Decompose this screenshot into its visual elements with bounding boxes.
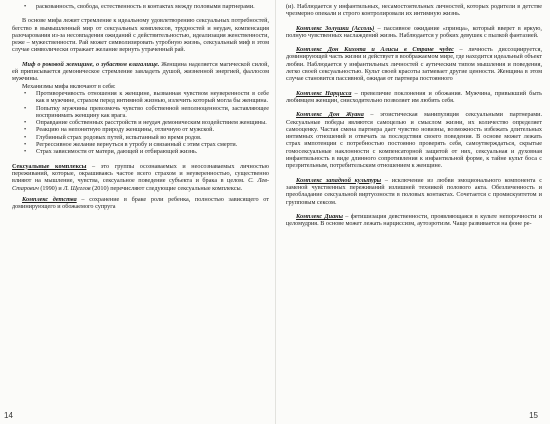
mechanisms-list — [12, 90, 269, 156]
list-item: • Глубинный страх родовых путей, испытанный во время родов. — [12, 134, 269, 141]
complex-title: Комплекс Дон Жуана — [296, 111, 364, 119]
list-item: • Реакцию на непонятную природу женщины, отличную от мужской. — [12, 126, 269, 133]
paragraph-cinderella-complex: Комплекс Золушки (Ассоль) – пассивное ожидание «принца», который вверет в яркую, полную чувственных наслаждений жизнь. Наблюдается у робких девушек с пылкой фантазией. — [286, 24, 542, 39]
paragraph-western-culture-complex: Комплекс западной культуры – исключение из любви эмоционального компонента с заменой чувственных переживаний излишней техникой полового акта. Обезличенность и преобладание сексуальной виртуозности в половых контактах. Сочетается с промискуитетом и групповым сексом. — [286, 176, 542, 206]
paragraph-sexual-complexes: Сексуальные комплексы – это группы осознаваемых и неосознаваемых личностью переживаний, которые, окрашиваясь частое всего страхом и неуверенностью, существенно влияют на мышление, чувства, сексуальное поведение субъекта и брака в целом. С. Лев-Старович (1990) и Л. Щеглов (2010) перечисляют следующие сексуальные комплексы. — [12, 162, 269, 192]
author-name: Л. Щеглов — [63, 184, 91, 192]
complex-title: Комплекс Дон Кихота и Алисы в Стране чудес — [296, 46, 454, 54]
complex-title: Комплекс Дианы — [296, 212, 343, 220]
list-item: • раскованность, свобода, естественность в контактах между половыми партнерами. — [12, 3, 269, 10]
paragraph-childhood-complex: Комплекс детства – сохранение в браке роли ребенка, полностью зависящего от доминирующего и обожаемого супруга — [12, 195, 269, 211]
paragraph-myth-basis: В основе мифа лежит стремление к идеальному удовлетворению сексуальных потребностей, бегство в вымышленный мир от сексуальных комплексов, трудностей и неудач, компенсация разочарования из-за несовпадения ожиданий с действительностью, идеализация женственности, реже – мужественности. Рай может символизировать утробную жизнь, сексуальный миф в этом случае символически отражает желание вернуть утраченный рай. — [12, 17, 269, 54]
paragraph-don-juan-complex: Комплекс Дон Жуана – эгоистическая манипуляция сексуальными партнерами. Сексуальные победы являются самоцелью и смыслом жизни, их количество определяет самооценку. Частая смена партнера дает чувство новизны, возможность избежать длительных интимных отношений и отвечать за последствия своего поведения. В основе может лежать страх импотенции с потребностью постоянно проверять себя, самоутверждаться, скрытые гомосексуальные наклонности с компенсаторной защитой от них, сексуальная и духовная инфантильность в виде длинного сопротивления к инфантильной форме, к тайне культ боса с презрительным, потребительским отношением к женщине. — [286, 111, 542, 170]
complex-title: Комплекс западной культуры — [296, 176, 382, 184]
paragraph-mechanisms-intro: Механизмы мифа включают в себя: — [22, 82, 116, 90]
paragraph-femme-fatale: Миф о роковой женщине, о зубастом влагалище. Женщина наделяется магической силой, ей приписывается демоническое стремление завладеть душой, жизненной энергией, фаллосом мужчины. — [12, 60, 269, 83]
page-number: 14 — [4, 411, 13, 420]
section-heading: Сексуальные комплексы — [12, 162, 87, 170]
list-item: • Страх зависимости от матери, дающей и отбирающей жизнь. — [12, 148, 269, 155]
list-item: • Оправдание собственных расстройств и неудач демоническим воздействием женщины. — [12, 119, 269, 126]
list-item: • Противоречивость отношения к женщине, вызванная чувством неуверенности в себе как в мужчине, страхом перед интимной жизнью, излечить который могла бы женщина. — [12, 90, 269, 105]
paragraph-narcissus-complex: Комплекс Нарцисса – превеличие поклонения и обожания. Мужчина, привыкший быть любимцем женщин, снисходительно позволяет им любить себя. — [286, 89, 543, 104]
top-bullet-list — [12, 3, 269, 10]
complex-title: Комплекс Золушки (Ассоль) — [296, 24, 375, 32]
paragraph-diana-complex: Комплекс Дианы – фетишизация девственности, проявляющаяся в культе непорочности и целомудрия. В основе может лежать нарциссизм, аутоэротизм. Чаще развивается на фоне ре- — [286, 212, 542, 228]
author-name: С. Лев-Старович — [12, 177, 269, 192]
paragraph-don-quixote-complex: Комплекс Дон Кихота и Алисы в Стране чудес – личность диссоциируется, доминирующей часть жизни и действует в воображаемом мире, где находится идеальный объект любви. Наблюдается у инфантильных личностей с аутическим типом мышления и поведения, легко своей сексуальностью. Культ своей красоты затмевает другие ценности. Женщина в этом случае становится пассивной, ожидая от партнера постоянного — [286, 46, 542, 83]
list-item: • Попытку мужчины превозмочь чувство собственной неполноценности, заставляющее воспринимать женщину как врага. — [12, 105, 269, 120]
list-item: • Регрессивное желание вернуться в утробу и связанный с этим страх смерти. — [12, 141, 269, 148]
complex-title: Комплекс детства — [22, 195, 77, 203]
paragraph-continuation: (и). Наблюдается у инфантильных, несамостоятельных личностей, которых родители в детстве чрезмерно опекали и строго контролировали их интимную жизнь. — [286, 3, 542, 18]
page-number: 15 — [529, 411, 538, 420]
myth-title: Миф о роковой женщине, о зубастом влагалище. — [22, 60, 160, 68]
right-page — [275, 0, 550, 424]
complex-title: Комплекс Нарцисса — [296, 89, 352, 97]
